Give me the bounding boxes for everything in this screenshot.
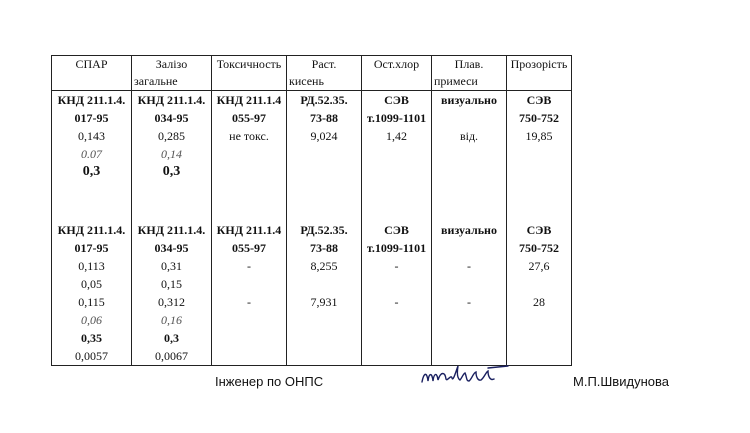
table-row: 017-95 034-95 055-97 73-88 т.1099-1101 750-752 bbox=[52, 109, 572, 127]
table-row: 0,115 0,312 - 7,931 - - 28 bbox=[52, 293, 572, 311]
header-iron: Залізо загальне bbox=[132, 56, 212, 91]
header-oxygen: Раст. кисень bbox=[287, 56, 362, 91]
signature bbox=[418, 360, 513, 390]
spacer-row bbox=[52, 181, 572, 221]
table-row: 0,05 0,15 bbox=[52, 275, 572, 293]
engineer-position: Інженер по ОНПС bbox=[215, 374, 324, 389]
header-row bbox=[52, 56, 572, 91]
table-row: 0,3 0,3 bbox=[52, 163, 572, 181]
header-spar: СПАР bbox=[52, 56, 132, 91]
header-toxicity: Токсичность bbox=[212, 56, 287, 91]
table-row: 0,0057 0,0067 bbox=[52, 347, 572, 366]
header-impurities: Плав. примеси bbox=[432, 56, 507, 91]
table-row: 0,06 0,16 bbox=[52, 311, 572, 329]
results-table bbox=[51, 55, 572, 366]
table-row: 0,35 0,3 bbox=[52, 329, 572, 347]
table-row: 0,143 0,285 не токс. 9,024 1,42 від. 19,85 bbox=[52, 127, 572, 145]
table-row: 0.07 0,14 bbox=[52, 145, 572, 163]
table-row: КНД 211.1.4. КНД 211.1.4. КНД 211.1.4 РД.52.35. СЭВ визуально СЭВ bbox=[52, 221, 572, 239]
table-row: 0,113 0,31 - 8,255 - - 27,6 bbox=[52, 257, 572, 275]
table-row: 017-95 034-95 055-97 73-88 т.1099-1101 750-752 bbox=[52, 239, 572, 257]
header-chlorine: Ост.хлор bbox=[362, 56, 432, 91]
table-row: КНД 211.1.4. КНД 211.1.4. КНД 211.1.4 РД.52.35. СЭВ визуально СЭВ bbox=[52, 91, 572, 110]
header-transparency: Прозорість bbox=[507, 56, 572, 91]
engineer-name: М.П.Швидунова bbox=[573, 374, 669, 389]
